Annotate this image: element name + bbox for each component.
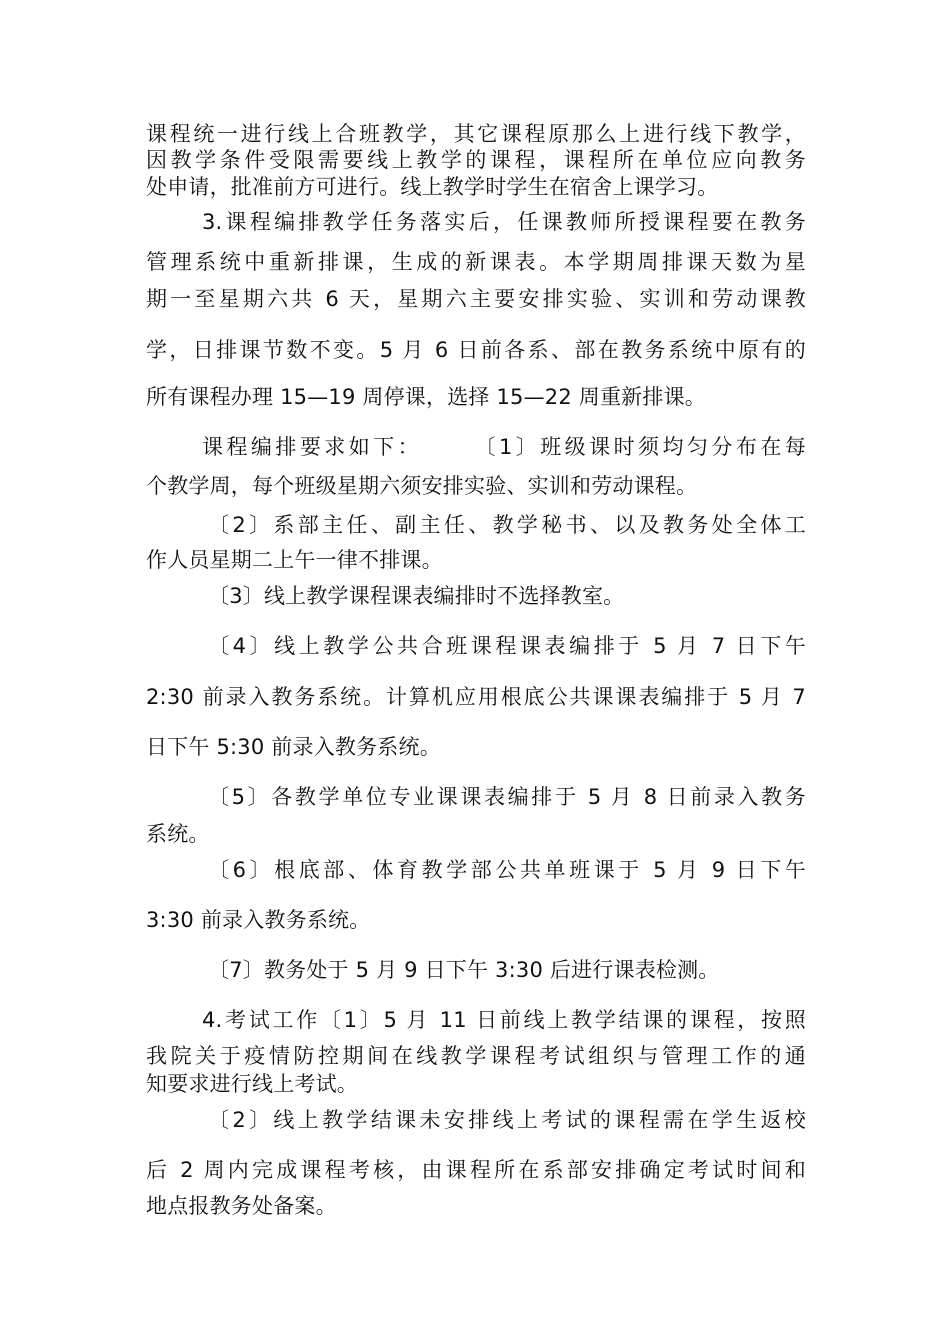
- text-line: 课程编排要求如下： 〔1〕班级课时须均匀分布在每: [202, 435, 806, 459]
- text-line: 〔5〕各教学单位专业课课表编排于 5 月 8 日前录入教务: [208, 785, 806, 809]
- text-line: 〔3〕线上教学课程课表编排时不选择教室。: [208, 584, 625, 608]
- text-line: 地点报教务处备案。: [146, 1194, 337, 1218]
- text-line: 作人员星期二上午一律不排课。: [146, 548, 443, 572]
- text-line: 学，日排课节数不变。5 月 6 日前各系、部在教务系统中原有的: [146, 338, 806, 362]
- text-line: 课程统一进行线上合班教学，其它课程原那么上进行线下教学，: [146, 122, 806, 146]
- text-line: 〔4〕线上教学公共合班课程课表编排于 5 月 7 日下午: [208, 634, 806, 658]
- text-line: 3.课程编排教学任务落实后，任课教师所授课程要在教务: [202, 210, 806, 234]
- text-line: 后 2 周内完成课程考核，由课程所在系部安排确定考试时间和: [146, 1158, 806, 1182]
- text-line: 2:30 前录入教务系统。计算机应用根底公共课课表编排于 5 月 7: [146, 685, 806, 709]
- text-line: 处申请，批准前方可进行。线上教学时学生在宿舍上课学习。: [146, 175, 719, 199]
- text-line: 知要求进行线上考试。: [146, 1072, 358, 1096]
- text-line: 所有课程办理 15—19 周停课，选择 15—22 周重新排课。: [146, 385, 706, 409]
- text-line: 因教学条件受限需要线上教学的课程，课程所在单位应向教务: [146, 148, 806, 172]
- text-line: 我院关于疫情防控期间在线教学课程考试组织与管理工作的通: [146, 1044, 806, 1068]
- text-line: 系统。: [146, 822, 210, 846]
- text-line: 管理系统中重新排课，生成的新课表。本学期周排课天数为星: [146, 250, 806, 274]
- text-line: 〔2〕线上教学结课未安排线上考试的课程需在学生返校: [208, 1108, 806, 1132]
- text-line: 期一至星期六共 6 天，星期六主要安排实验、实训和劳动课教: [146, 287, 806, 311]
- text-line: 〔6〕根底部、体育教学部公共单班课于 5 月 9 日下午: [208, 858, 806, 882]
- text-line: 3:30 前录入教务系统。: [146, 908, 371, 932]
- text-line: 个教学周，每个班级星期六须安排实验、实训和劳动课程。: [146, 474, 698, 498]
- text-line: 日下午 5:30 前录入教务系统。: [146, 735, 441, 759]
- text-line: 〔2〕系部主任、副主任、教学秘书、以及教务处全体工: [208, 513, 806, 537]
- text-line: 4.考试工作〔1〕5 月 11 日前线上教学结课的课程，按照: [202, 1008, 806, 1032]
- text-line: 〔7〕教务处于 5 月 9 日下午 3:30 后进行课表检测。: [208, 958, 720, 982]
